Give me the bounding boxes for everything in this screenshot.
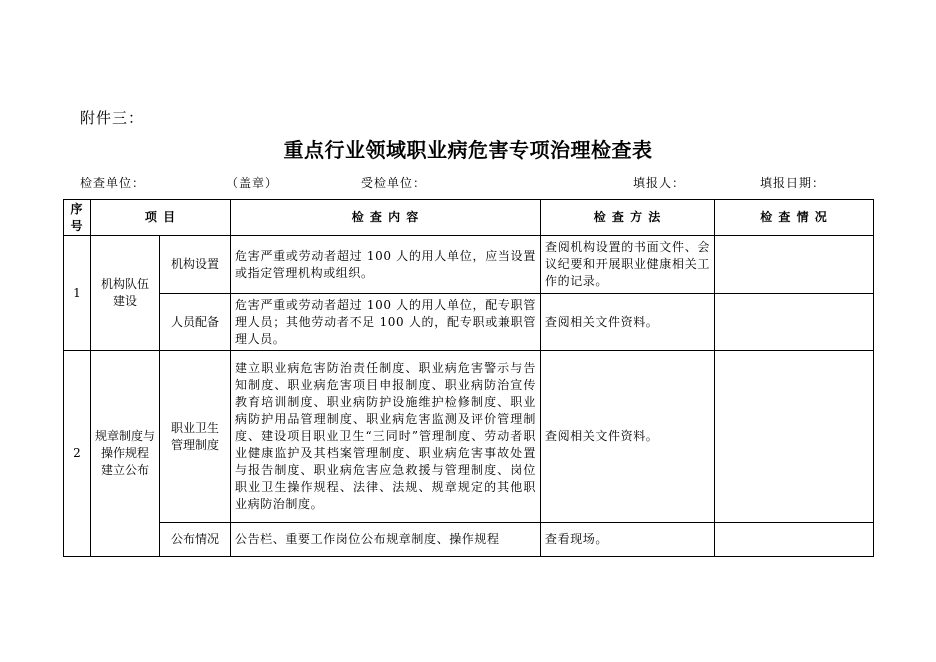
- table-row: [64, 351, 874, 523]
- content-cell: 危害严重或劳动者超过 100 人的用人单位，配专职管理人员；其他劳动者不足 100 人的，配专职或兼职管理人员。: [231, 294, 541, 351]
- subitem-cell: 公布情况: [160, 523, 231, 557]
- meta-seal: （盖章）: [226, 176, 279, 190]
- subitem-line: 管理制度: [170, 437, 219, 452]
- content-cell: 建立职业病危害防治责任制度、职业病危害警示与告知制度、职业病危害项目申报制度、职业病防治宣传教育培训制度、职业病防护设施维护检修制度、职业病防护用品管理制度、职业病危害监测及评价管理制度、建设项目职业卫生“三同时”管理制度、劳动者职业健康监护及其档案管理制度、职业病危害事故处置与报告制度、职业病危害应急救援与管理制度、岗位职业卫生操作规程、法律、法规、规章规定的其他职业病防治制度。: [231, 351, 541, 523]
- table-header-row: [64, 200, 874, 236]
- category-line: 规章制度与: [95, 429, 156, 443]
- subitem-cell: 人员配备: [160, 294, 231, 351]
- category-line: 操作规程: [100, 446, 149, 460]
- status-cell[interactable]: [715, 351, 874, 523]
- subitem-cell: [160, 351, 231, 523]
- content-cell: 公告栏、重要工作岗位公布规章制度、操作规程: [231, 523, 541, 557]
- category-cell: [91, 351, 160, 557]
- col-header-item: 项 目: [91, 200, 231, 236]
- page-title: 重点行业领域职业病危害专项治理检查表: [283, 138, 653, 162]
- status-cell[interactable]: [715, 523, 874, 557]
- table-row: [64, 523, 874, 557]
- subitem-cell: 机构设置: [160, 236, 231, 294]
- method-cell: 查看现场。: [541, 523, 715, 557]
- method-cell: 查阅相关文件资料。: [541, 294, 715, 351]
- status-cell[interactable]: [715, 236, 874, 294]
- table-row: [64, 236, 874, 294]
- seq-cell: 2: [64, 351, 91, 557]
- category-cell: [91, 236, 160, 351]
- category-line: 机构队伍: [100, 277, 149, 291]
- meta-inspect-unit: 检查单位：: [80, 176, 146, 190]
- seq-cell: 1: [64, 236, 91, 351]
- attachment-label: 附件三：: [80, 109, 145, 127]
- col-header-status: 检 查 情 况: [715, 200, 874, 236]
- status-cell[interactable]: [715, 294, 874, 351]
- meta-filler: 填报人：: [633, 176, 686, 190]
- meta-fill-date: 填报日期：: [760, 176, 826, 190]
- category-line: 建立公布: [100, 463, 149, 477]
- method-cell: 查阅相关文件资料。: [541, 351, 715, 523]
- table-row: [64, 294, 874, 351]
- col-header-seq: 序号: [64, 200, 91, 236]
- method-cell: 查阅机构设置的书面文件、会议纪要和开展职业健康相关工作的记录。: [541, 236, 715, 294]
- col-header-method: 检 查 方 法: [541, 200, 715, 236]
- inspection-table: [63, 199, 874, 557]
- category-line: 建设: [112, 294, 137, 308]
- col-header-content: 检 查 内 容: [231, 200, 541, 236]
- subitem-line: 职业卫生: [170, 420, 219, 435]
- content-cell: 危害严重或劳动者超过 100 人的用人单位，应当设置或指定管理机构或组织。: [231, 236, 541, 294]
- meta-inspected-unit: 受检单位：: [361, 176, 427, 190]
